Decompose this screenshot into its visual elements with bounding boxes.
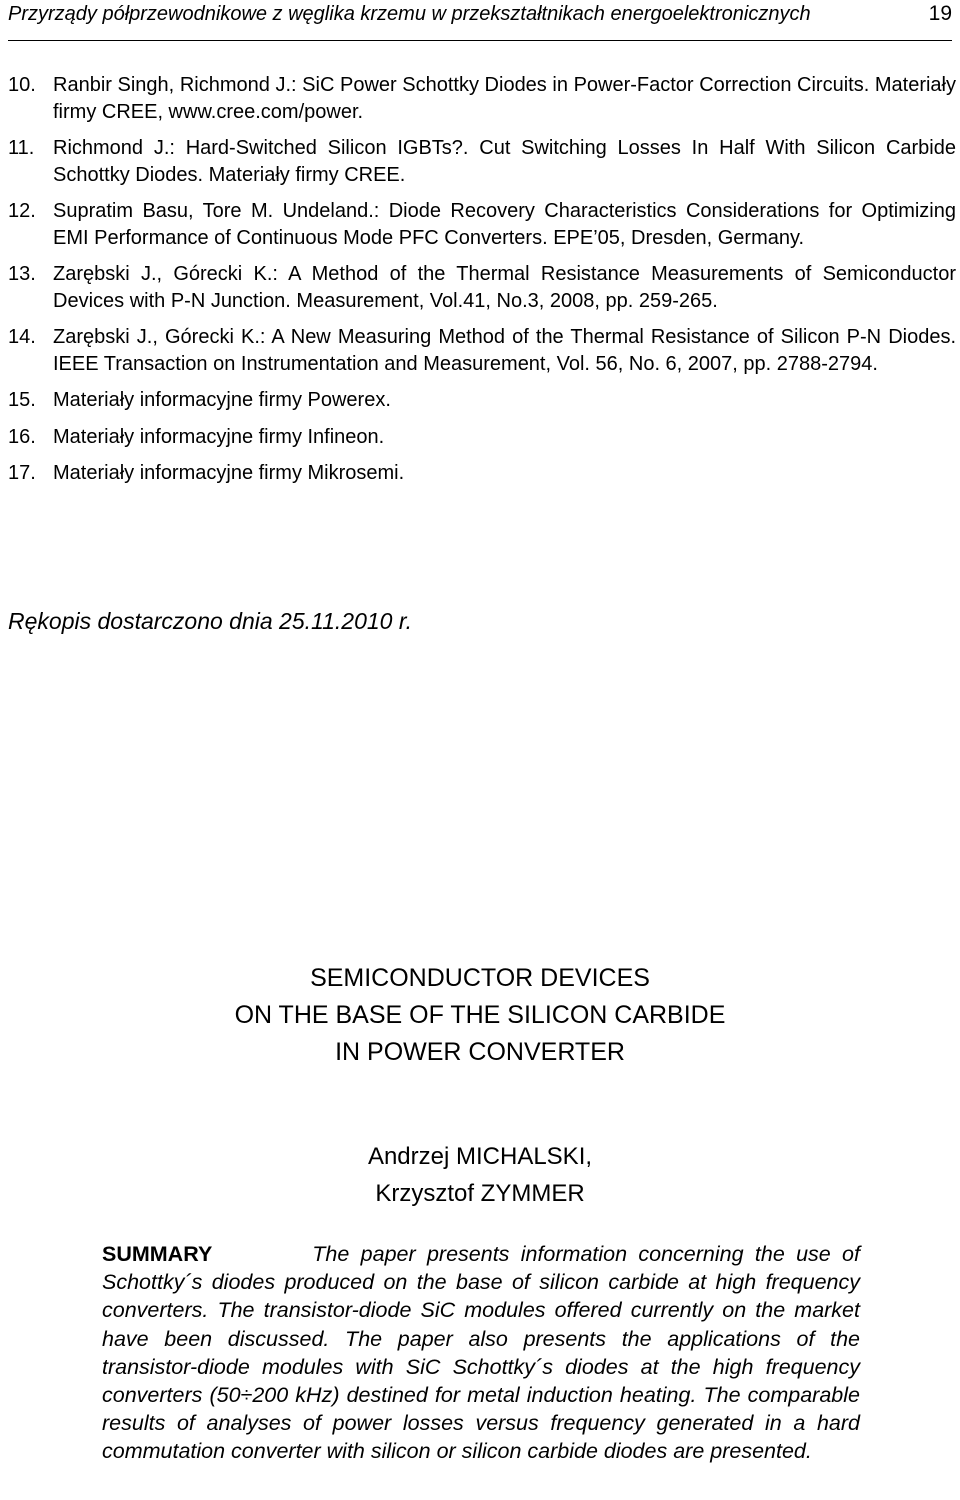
reference-number: 13. [8, 263, 36, 285]
author-name: Andrzej MICHALSKI, [367, 1143, 593, 1170]
author-name: Krzysztof ZYMMER [375, 1180, 585, 1207]
reference-text: Ranbir Singh, Richmond J.: SiC Power Schottky Diodes in Power-Factor Correction Circuits. Materiały firmy CREE, www.cree.com/power. [53, 74, 956, 123]
paper-title-line: ON THE BASE OF THE SILICON CARBIDE [234, 1001, 726, 1029]
paper-title-line: IN POWER CONVERTER [335, 1038, 625, 1066]
reference-number: 14. [8, 326, 36, 348]
running-header [8, 0, 952, 41]
reference-item [8, 324, 956, 377]
reference-number: 16. [8, 425, 36, 448]
reference-number: 12. [8, 200, 36, 222]
reference-item [8, 261, 956, 314]
reference-item [8, 198, 956, 251]
page-number: 19 [928, 2, 952, 25]
reference-item [8, 72, 956, 125]
reference-text: Materiały informacyjne firmy Powerex. [53, 389, 391, 411]
reference-item [8, 424, 956, 451]
reference-item [8, 387, 956, 414]
reference-text: Zarębski J., Górecki K.: A New Measuring Method of the Thermal Resistance of Silicon P-N Diodes. IEEE Transaction on Instrumentation and Measurement, Vol. 56, No. 6, 2007, pp. 2788-2794. [53, 326, 956, 375]
reference-item [8, 135, 956, 188]
reference-item [8, 460, 956, 487]
paper-title-line: SEMICONDUCTOR DEVICES [310, 964, 650, 992]
reference-number: 10. [8, 74, 36, 96]
summary-paragraph [102, 1240, 860, 1466]
manuscript-received-note: Rękopis dostarczono dnia 25.11.2010 r. [8, 608, 413, 634]
summary-label: SUMMARY [102, 1242, 213, 1266]
reference-text: Richmond J.: Hard-Switched Silicon IGBTs?. Cut Switching Losses In Half With Silicon Carbide Schottky Diodes. Materiały firmy CREE. [53, 137, 956, 186]
reference-text: Materiały informacyjne firmy Mikrosemi. [53, 462, 405, 484]
author-list [0, 1138, 960, 1212]
reference-text: Supratim Basu, Tore M. Undeland.: Diode Recovery Characteristics Considerations for Optimizing EMI Performance of Continuous Mode PFC Converters. EPE’05, Dresden, Germany. [53, 200, 956, 249]
reference-number: 15. [8, 389, 36, 411]
running-header-title: Przyrządy półprzewodnikowe z węglika krzemu w przekształtnikach energoelektronicznych [8, 3, 811, 25]
paper-title [0, 960, 960, 1071]
summary-text: The paper presents information concerning the use of Schottky´s diodes produced on the base of silicon carbide at high frequency converters. The transistor-diode SiC modules offered currently on the market have been discussed. The paper also presents the applications of the transistor-diode modules with SiC Schottky´s diodes at the high frequency converters (50÷200 kHz) destined for metal induction heating. The comparable results of analyses of power losses versus frequency generated in a hard commutation converter with silicon or silicon carbide diodes are presented. [102, 1242, 860, 1464]
reference-number: 11. [8, 137, 35, 159]
reference-text: Zarębski J., Górecki K.: A Method of the Thermal Resistance Measurements of Semiconductor Devices with P-N Junction. Measurement, Vol.41, No.3, 2008, pp. 259-265. [53, 263, 956, 312]
reference-text: Materiały informacyjne firmy Infineon. [53, 425, 385, 448]
reference-list [8, 72, 956, 497]
reference-number: 17. [8, 462, 36, 484]
